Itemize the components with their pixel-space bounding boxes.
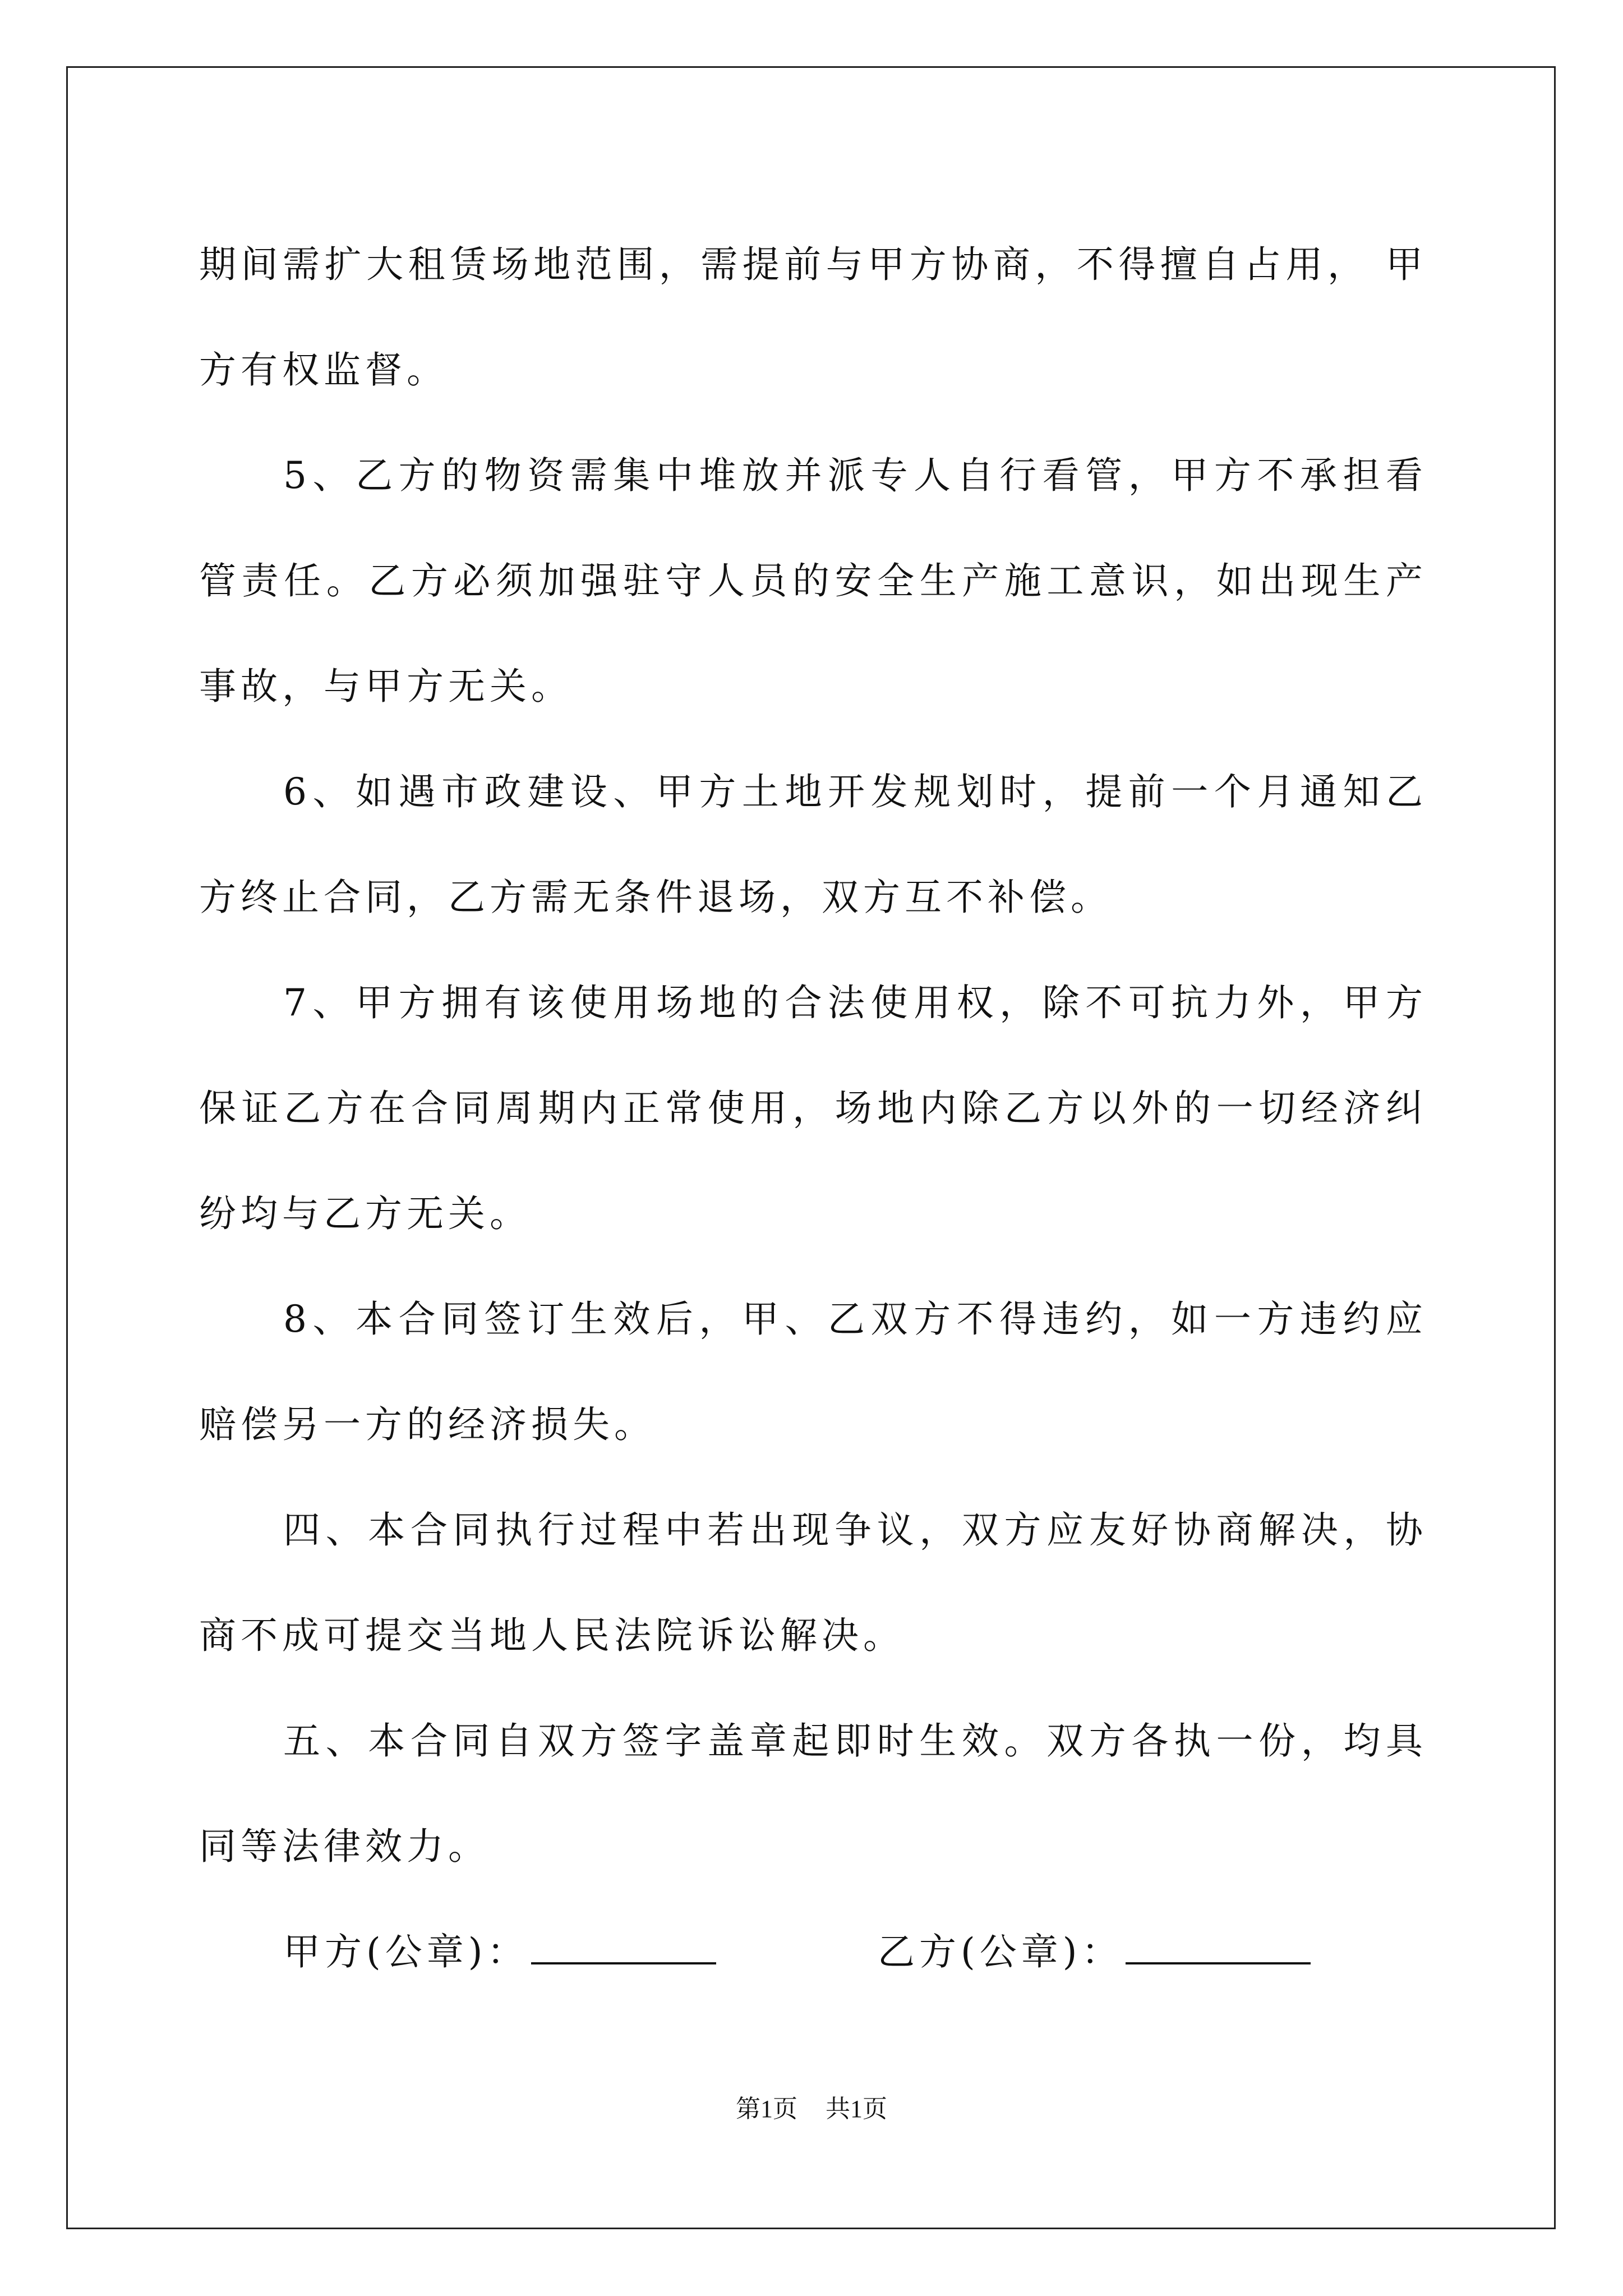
party-a-signature-line — [531, 1923, 716, 1964]
paragraph-clause-5: 5、乙方的物资需集中堆放并派专人自行看管，甲方不承担看管责任。乙方必须加强驻守人员的安全生产施工意识，如出现生产事故，与甲方无关。 — [199, 454, 1427, 708]
paragraph-section-4: 四、本合同执行过程中若出现争议，双方应友好协商解决，协商不成可提交当地人民法院诉讼解决。 — [199, 1508, 1427, 1657]
page-footer — [0, 2092, 1623, 2126]
document-body — [199, 212, 1427, 2005]
paragraph-clause-7: 7、甲方拥有该使用场地的合法使用权，除不可抗力外，甲方保证乙方在合同周期内正常使用，场地内除乙方以外的一切经济纠纷均与乙方无关。 — [199, 981, 1427, 1235]
party-b-label: 乙方(公章)： — [878, 1930, 1123, 1973]
party-b-signature — [878, 1899, 1311, 2005]
party-a-label: 甲方(公章)： — [283, 1930, 529, 1973]
party-b-signature-line — [1126, 1923, 1311, 1964]
paragraph-clause-6: 6、如遇市政建设、甲方土地开发规划时，提前一个月通知乙方终止合同，乙方需无条件退场，双方互不补偿。 — [199, 770, 1427, 919]
paragraph-section-5: 五、本合同自双方签字盖章起即时生效。双方各执一份，均具同等法律效力。 — [199, 1719, 1427, 1868]
party-a-signature — [283, 1899, 716, 2005]
page-total: 共1页 — [826, 2095, 887, 2123]
page-number: 第1页 — [736, 2095, 797, 2123]
signature-row — [199, 1899, 1427, 2005]
paragraph-continuation: 期间需扩大租赁场地范围，需提前与甲方协商，不得擅自占用， 甲方有权监督。 — [199, 243, 1427, 392]
paragraph-clause-8: 8、本合同签订生效后，甲、乙双方不得违约，如一方违约应赔偿另一方的经济损失。 — [199, 1297, 1427, 1446]
